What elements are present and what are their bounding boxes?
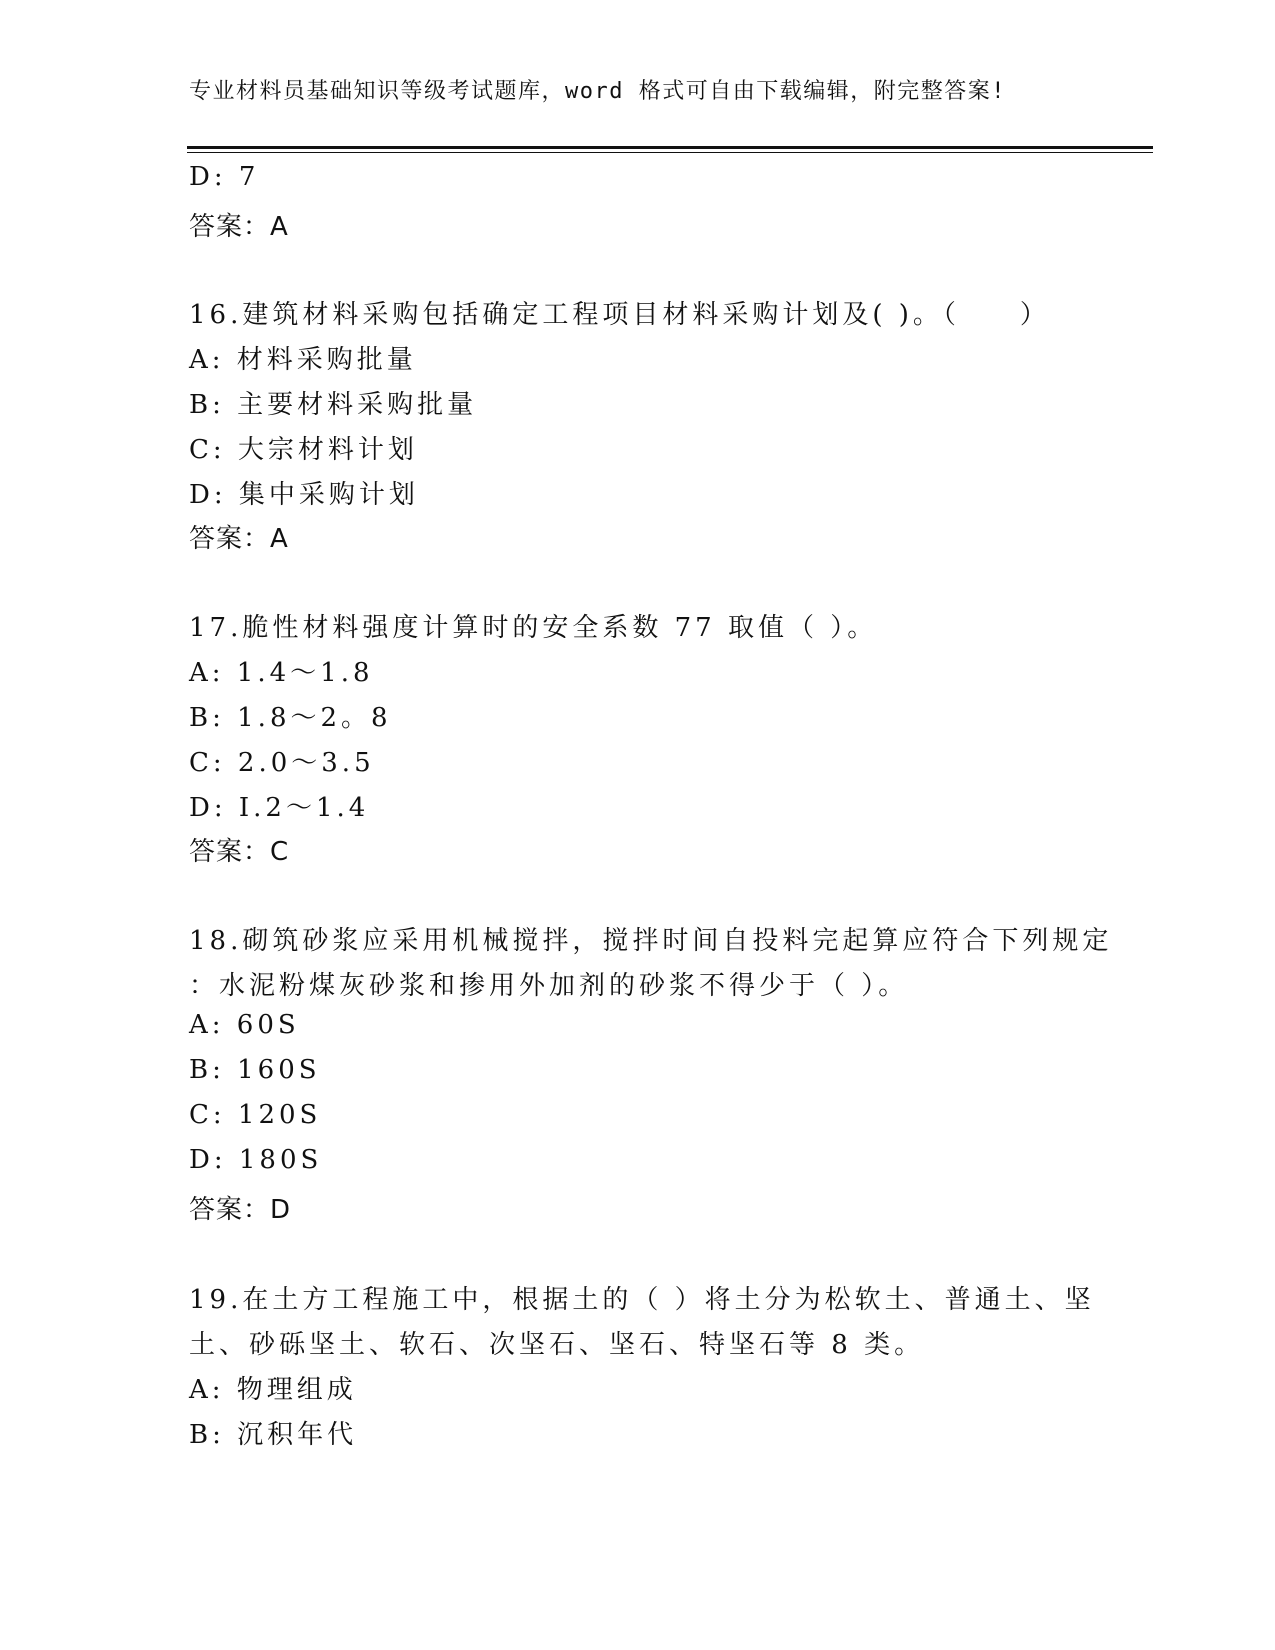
option-line: B: 160S (189, 1055, 321, 1085)
option-line: D: 180S (189, 1145, 323, 1175)
header-rule-thin (187, 152, 1153, 153)
option-line: C: 2.0～3.5 (189, 748, 375, 778)
option-line: B: 沉积年代 (189, 1420, 358, 1450)
option-line: A: 60S (189, 1010, 300, 1040)
answer-line: 答案：A (189, 524, 289, 554)
question-line: 18.砌筑砂浆应采用机械搅拌，搅拌时间自投料完起算应符合下列规定 (189, 926, 1113, 956)
option-line: A: 物理组成 (189, 1375, 357, 1405)
question-line: 19.在土方工程施工中，根据土的（ ）将土分为松软土、普通土、坚 (189, 1285, 1095, 1315)
question-line: 17.脆性材料强度计算时的安全系数 77 取值（ ）。 (189, 613, 878, 643)
option-line: B: 1.8～2。8 (189, 703, 392, 733)
option-line: A: 材料采购批量 (189, 345, 417, 375)
answer-line: 答案：C (189, 837, 290, 867)
question-line: ：水泥粉煤灰砂浆和掺用外加剂的砂浆不得少于（ ）。 (189, 971, 909, 1001)
option-line: C: 120S (189, 1100, 322, 1130)
option-line: D: I.2～1.4 (189, 793, 370, 823)
question-line: 16.建筑材料采购包括确定工程项目材料采购计划及( )。（ ） (189, 300, 1050, 330)
answer-line: 答案：D (189, 1195, 292, 1225)
option-line: A: 1.4～1.8 (189, 658, 374, 688)
option-line: D: 集中采购计划 (189, 480, 419, 510)
question-line: 土、砂砾坚土、软石、次坚石、坚石、特坚石等 8 类。 (189, 1330, 925, 1360)
answer-line: 答案：A (189, 212, 289, 242)
header-rule-thick (187, 146, 1153, 149)
option-line: B: 主要材料采购批量 (189, 390, 478, 420)
page-header: 专业材料员基础知识等级考试题库，word 格式可自由下载编辑，附完整答案! (189, 79, 1006, 104)
option-line: D: 7 (189, 162, 260, 192)
option-line: C: 大宗材料计划 (189, 435, 418, 465)
